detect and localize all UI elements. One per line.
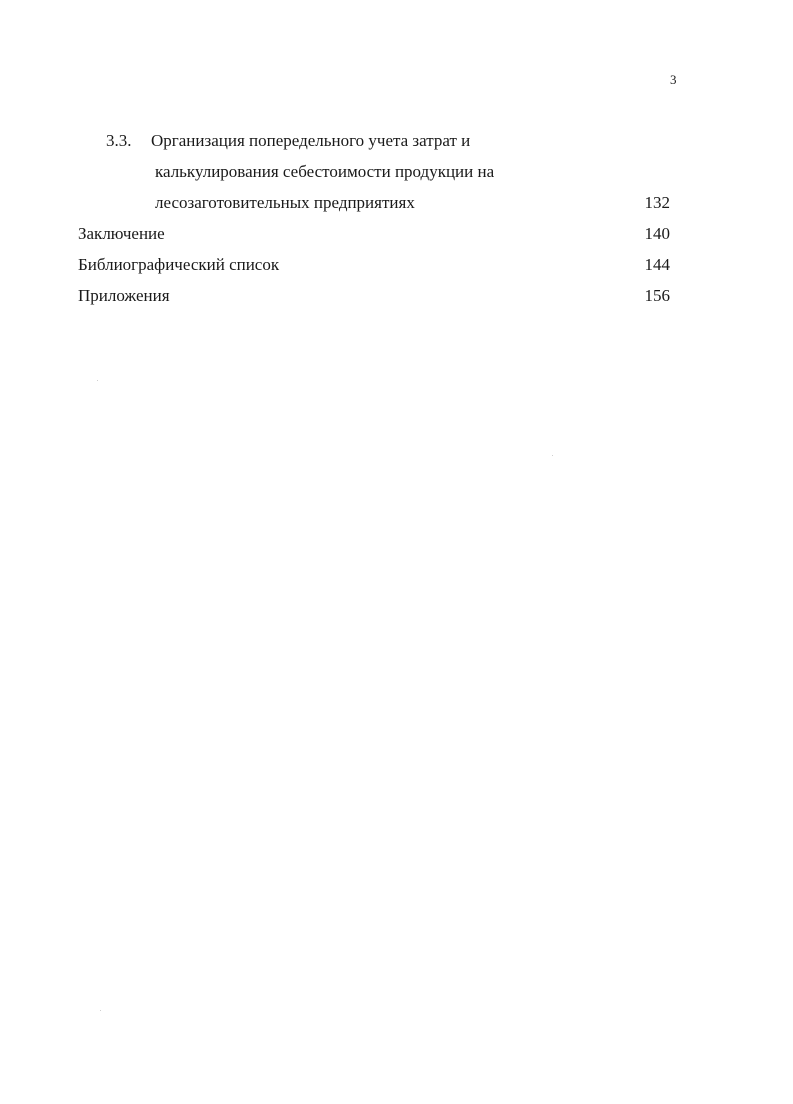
toc-section-page: 132 [644,193,670,212]
toc-section-title-line-2: калькулирования себестоимости продукции на [155,162,495,181]
toc-entry-conclusion-page: 140 [644,224,670,243]
toc-section-title-line-1: Организация попередельного учета затрат и [151,131,471,150]
toc-section-number: 3.3. [106,131,132,150]
toc-entry-bibliography: Библиографический список [78,255,280,274]
toc-entry-bibliography-page: 144 [644,255,670,274]
toc-entry-conclusion: Заключение [78,224,165,243]
scan-speck [552,455,553,456]
toc-entry-appendices-page: 156 [644,286,670,305]
toc-entry-appendices: Приложения [78,286,170,305]
scan-speck [100,1010,101,1011]
toc-section-title-line-3: лесозаготовительных предприятиях [155,193,415,212]
page-number: 3 [670,72,677,87]
scan-speck [97,380,98,381]
